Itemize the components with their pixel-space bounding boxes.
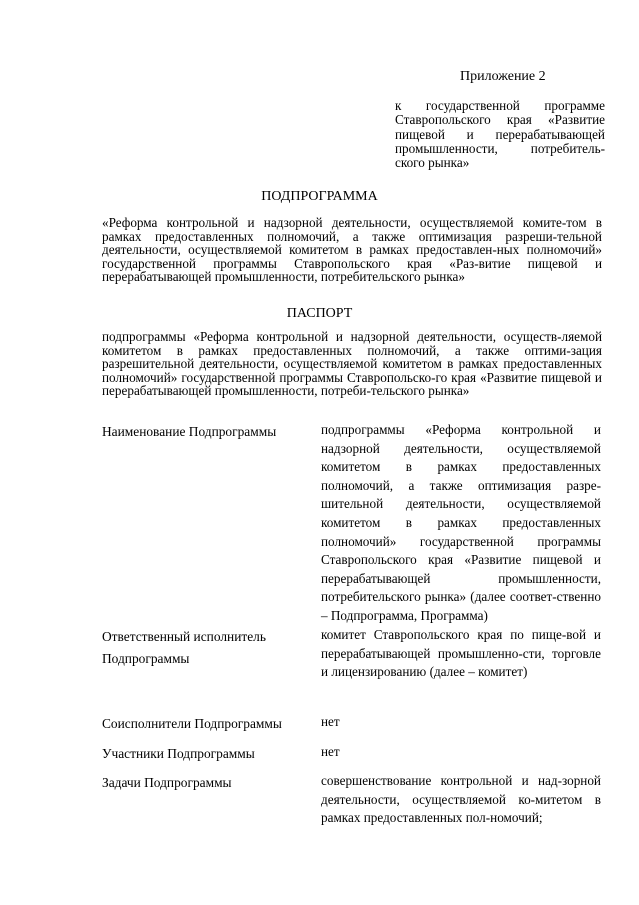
passport-row-value: подпрограммы «Реформа контрольной и надзорной деятельности, осуществляемой комитетом в рамках предоставленных полномочий, а также оптимизация разре-шительной деятельности, осуществляемой комитетом в рамках предоставленных полномочий» государственной программы Ставропольского края «Развитие пищевой и перерабатывающей промышленности, потребительского рынка» (далее соответ-ственно – Подпрограмма, Программа) [321,422,601,623]
passport-row-value: комитет Ставропольского края по пище-вой и перерабатывающей промышленно-сти, торговле и лицензированию (далее – комитет) [321,627,601,680]
passport-row-label: Участники Подпрограммы [102,746,255,761]
passport-title: подпрограммы «Реформа контрольной и надзорной деятельности, осуществ-ляемой комитетом в рамках предоставленных полномочий, а также оптими-зация разрешительной деятельности, осуществляемой комитетом в рамках предоставленных полномочий» государственной программы Ставропольско-го края «Развитие пищевой и перерабатывающей промышленности, потреби-тельского рынка» [102,329,602,399]
passport-row-label: Ответственный исполнитель Подпрограммы [102,629,266,666]
appendix-reference: к государственной программе Ставропольского края «Развитие пищевой и перерабатывающей промышленности, потребитель-ского рынка» [395,98,605,171]
passport-row-value: нет [321,714,340,729]
passport-row-label: Задачи Подпрограммы [102,775,232,790]
appendix-label: Приложение 2 [460,69,546,84]
passport-heading: ПАСПОРТ [286,306,353,321]
subprogram-title: «Реформа контрольной и надзорной деятельности, осуществляемой комите-том в рамках предоставленных полномочий, а также оптимизация разреши-тельной деятельности, осуществляемой комитетом в рамках предоставлен-ных полномочий» государственной программы Ставропольского края «Раз-витие пищевой и перерабатывающей промышленности, потребительского рынка» [102,215,602,285]
passport-row-label: Соисполнители Подпрограммы [102,716,282,731]
passport-row-value: совершенствование контрольной и над-зорной деятельности, осуществляемой ко-митетом в рамках предоставленных пол-номочий; [321,773,601,826]
subprogram-heading: ПОДПРОГРАММА [261,189,378,204]
passport-row-value: нет [321,744,340,759]
passport-row-label: Наименование Подпрограммы [102,424,277,439]
